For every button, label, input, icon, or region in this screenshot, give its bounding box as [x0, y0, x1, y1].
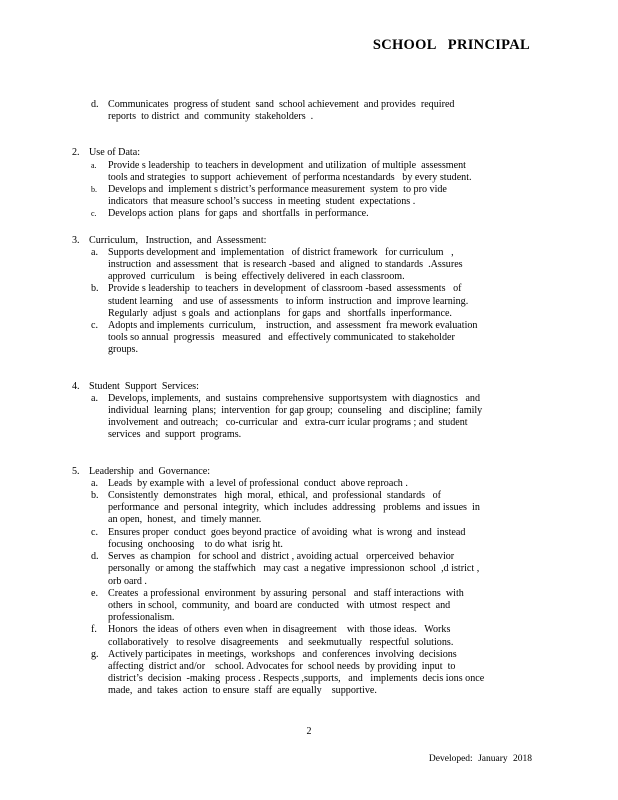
list-item [72, 588, 542, 625]
developed-date: Developed: January 2018 [428, 754, 532, 764]
item-text-line: Provide s leadership to teachers in development and utilization of multiple assessment [108, 159, 466, 171]
item-text-line: district’s decision -making process . Respects ,supports, and implements decis ions once [108, 673, 485, 685]
item-text-line: made, and takes action to ensure staff are equally supportive. [108, 685, 377, 697]
section-number: 4. [72, 380, 80, 392]
list-item [72, 527, 542, 551]
section-heading [72, 381, 542, 393]
item-text-line: Provide s leadership to teachers in development of classroom -based assessments of [108, 283, 462, 295]
item-text-line: Honors the ideas of others even when in disagreement with those ideas. Works [108, 624, 451, 636]
item-letter: a. [91, 392, 99, 404]
item-letter: b. [91, 490, 99, 502]
section-number: 5. [72, 465, 80, 477]
item-letter: f. [91, 624, 97, 636]
section-title: Leadership and Governance: [89, 465, 211, 477]
section [72, 466, 542, 698]
item-text-line: Leads by example with a level of professional conduct above reproach . [108, 477, 408, 489]
item-letter: a. [91, 160, 97, 170]
item-text-line: focusing onchoosing to do what isrig ht. [108, 538, 283, 550]
item-text-line: professionalism. [108, 612, 175, 624]
item-text-line: student learning and use of assessments to inform instruction and improve learning. [108, 295, 469, 307]
list-item [72, 208, 542, 220]
item-letter: g. [91, 648, 99, 660]
section-number: 3. [72, 234, 80, 246]
continued-list [72, 99, 542, 123]
section-heading [72, 235, 542, 247]
item-text-line: others in school, community, and board are conducted with utmost respect and [108, 599, 451, 611]
item-text-line: Ensures proper conduct goes beyond practice of avoiding what is wrong and instead [108, 526, 466, 538]
item-text-line: Consistently demonstrates high moral, ethical, and professional standards of [108, 490, 442, 502]
section-number: 2. [72, 147, 80, 159]
sections-container [72, 147, 542, 697]
document-title: SCHOOL PRINCIPAL [372, 37, 530, 53]
section [72, 381, 542, 442]
list-item [72, 99, 542, 123]
list-item [72, 283, 542, 320]
list-item [72, 649, 542, 698]
section-title: Use of Data: [89, 147, 141, 159]
list-item [72, 184, 542, 208]
item-text-line: Develops and implement s district’s performance measurement system to pro vide [108, 184, 447, 196]
item-letter: d. [91, 551, 99, 563]
document-body [72, 99, 542, 698]
item-text-line: Supports development and implementation of district framework for curriculum , [108, 246, 454, 258]
item-text-line: an open, honest, and timely manner. [108, 514, 262, 526]
list-item [72, 624, 542, 648]
section-heading [72, 466, 542, 478]
item-text-line: services and support programs. [108, 429, 242, 441]
item-text-line: tools and strategies to support achievement of performa ncestandards by every student. [108, 171, 472, 183]
item-text-line: Regularly adjust s goals and actionplans for gaps and shortfalls inperformance. [108, 307, 452, 319]
list-item [72, 160, 542, 184]
item-letter: b. [91, 185, 97, 195]
item-letter: c. [91, 526, 99, 538]
spacer [72, 123, 542, 147]
item-text-line: Develops action plans for gaps and shortfalls in performance. [108, 208, 369, 220]
item-letter: e. [91, 587, 99, 599]
item-text-line: affecting district and/or school. Advocates for school needs by providing input to [108, 660, 456, 672]
item-letter: a. [91, 477, 99, 489]
section [72, 147, 542, 220]
spacer [72, 357, 542, 381]
item-text-line: reports to district and community stakeholders . [108, 111, 314, 123]
spacer [72, 221, 542, 235]
item-text-line: Develops, implements, and sustains comprehensive supportsystem with diagnostics and [108, 392, 481, 404]
page-number: 2 [306, 726, 312, 737]
item-letter: a. [91, 246, 99, 258]
list-item [72, 551, 542, 588]
section-heading [72, 147, 542, 159]
list-item [72, 490, 542, 527]
list-item [72, 320, 542, 357]
item-text-line: orb oard . [108, 575, 147, 587]
item-text-line: individual learning plans; intervention for gap group; counseling and discipline; family [108, 405, 483, 417]
item-text-line: approved curriculum is being effectively delivered in each classroom. [108, 271, 405, 283]
item-text-line: involvement and outreach; co-curricular and extra-curr icular programs ; and student [108, 417, 468, 429]
item-text-line: collaboratively to resolve disagreements and seekmutually respectful solutions. [108, 636, 454, 648]
item-text-line: groups. [108, 344, 139, 356]
spacer [72, 442, 542, 466]
item-letter: d. [91, 99, 99, 110]
list-item [72, 247, 542, 284]
list-item [72, 478, 542, 490]
item-letter: c. [91, 320, 99, 332]
item-letter: c. [91, 209, 97, 219]
item-text-line: performance and personal integrity, which includes addressing problems and issues in [108, 502, 480, 514]
item-text-line: tools so annual progressis measured and effectively communicated to stakeholder [108, 332, 455, 344]
item-text-line: Adopts and implements curriculum, instruction, and assessment fra mework evaluation [108, 320, 478, 332]
item-text-line: Communicates progress of student sand school achievement and provides required [108, 99, 455, 110]
section [72, 235, 542, 357]
item-text-line: Creates a professional environment by assuring personal and staff interactions with [108, 587, 464, 599]
item-letter: b. [91, 283, 99, 295]
item-text-line: personally or among the staffwhich may cast a negative impressionon school ,d istrict , [108, 563, 480, 575]
section-title: Curriculum, Instruction, and Assessment: [89, 234, 267, 246]
item-text-line: instruction and assessment that is research -based and aligned to standards .Assures [108, 259, 463, 271]
item-text-line: Serves as champion for school and district , avoiding actual orperceived behavior [108, 551, 455, 563]
section-title: Student Support Services: [89, 380, 199, 392]
item-text-line: Actively participates in meetings, workshops and conferences involving decisions [108, 648, 457, 660]
list-item [72, 393, 542, 442]
item-text-line: indicators that measure school’s success in meeting student expectations . [108, 196, 416, 208]
